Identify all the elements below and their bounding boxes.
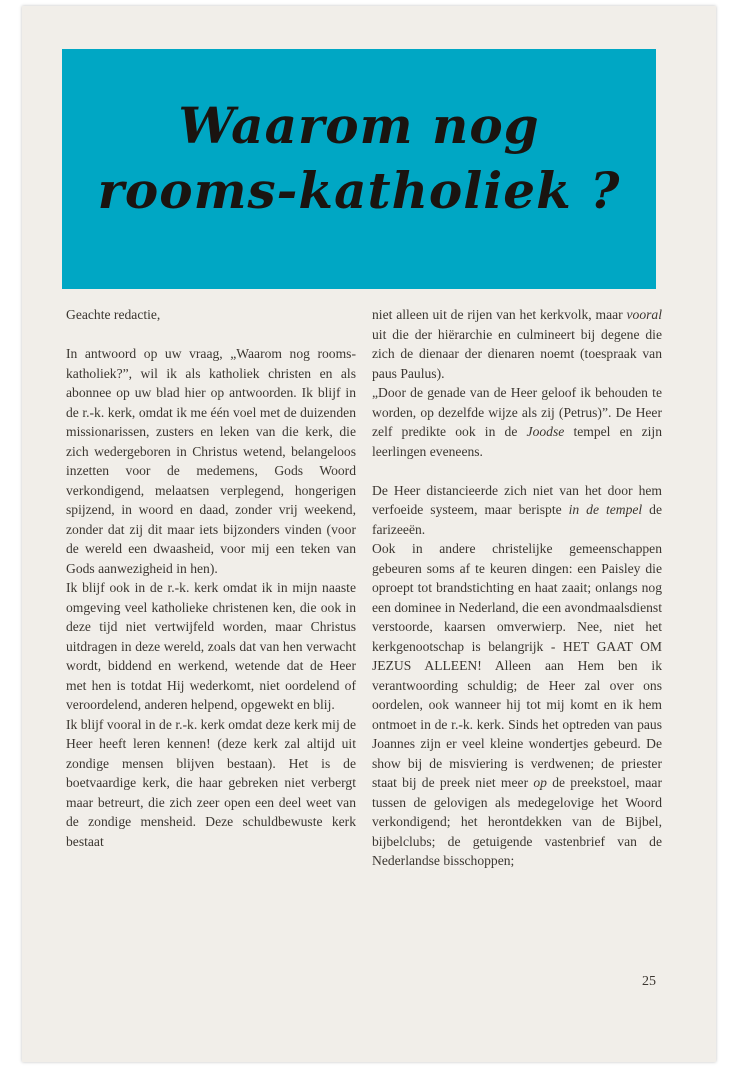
paragraph (372, 305, 662, 383)
text: uit die der hiërarchie en culmineert bij degene die zich de dienaar der dienaren noemt (toespraak van paus Paulus). (372, 326, 662, 381)
paragraph: Ik blijf ook in de r.-k. kerk omdat ik in mijn naaste omgeving veel katholieke christenen ken, die ook in deze tijd niet vertwijfeld worden, maar Christus uitdragen in deze wereld, zoals dat van hen verwacht wordt, biddend en werkend, wetende dat de Heer met hen is totdat Hij wederkomt, niet oordelend of veroordelend, anderen helpend, opgewekt en blij. (66, 580, 356, 712)
emphasis: Joodse (526, 424, 565, 439)
paragraph (372, 539, 662, 871)
emphasis: in de tempel (568, 502, 643, 517)
right-column (372, 305, 662, 871)
text: tempel en zijn leerlingen eveneens. (372, 424, 663, 459)
paragraph (372, 383, 662, 461)
paragraph: In antwoord op uw vraag, „Waarom nog rooms-katholiek?”, wil ik als katholiek christen en als abonnee op uw blad hier op antwoorden. Ik blijf in de r.-k. kerk, omdat ik me één voel met de duizenden missionarissen, zusters en leken van die kerk, die zich wedergeboren in Christus wetend, belangeloos inzetten voor de medemens, Gods Woord verkondigend, melaatsen verplegend, hongerigen spijzend, in woord en daad, zonder vrij weekend, zonder dat zij dit maar iets bijzonders vinden (voor de wereld een dwaasheid, voor mij een teken van Gods aanwezigheid in hen). (66, 346, 356, 576)
text: de farizeeën. (372, 502, 663, 537)
salutation: Geachte redactie, (66, 307, 161, 322)
page-number: 25 (642, 974, 656, 989)
emphasis: op (533, 775, 547, 790)
article-title-line-1: Waarom nog (178, 96, 540, 155)
text: De Heer distancieerde zich niet van het door hem verfoeide systeem, maar berispte (372, 482, 662, 517)
text: de preekstoel, maar tussen de gelovigen als medegelovige het Woord verkondigend; het herontdekken van de Bijbel, bijbelclubs; de getuigende vastenbrief van de Nederlandse bisschoppen; (372, 775, 662, 868)
text: niet alleen uit de rijen van het kerkvolk, maar (372, 307, 627, 322)
article-title-line-2: rooms-katholiek ? (97, 161, 621, 220)
emphasis: vooral (626, 307, 662, 322)
text: Ook in andere christelijke gemeenschappen gebeuren soms af te keuren dingen: een Paisley die oproept tot brandstichting en haat zaait; onlangs nog een dominee in Nederland, die een avondmaalsdienst verstoorde, kaarsen omverwierp. Nee, niet het kerkgenootschap is belangrijk - HET GAAT OM JEZUS ALLEEN! Alleen aan Hem ben ik verantwoording schuldig; de Heer zal over ons oordelen, ook wanneer hij tot mij komt en ik hem ontmoet in de r.-k. kerk. Sinds het optreden van paus Joannes zijn er veel kleine wondertjes gebeurd. De show bij de misviering is verdwenen; de priester staat bij de preek niet meer (372, 541, 662, 790)
text: „Door de genade van de Heer geloof ik behouden te worden, op dezelfde wijze als zij (Petrus)”. De Heer zelf predikte ook in de (372, 385, 662, 439)
paragraph (372, 481, 662, 540)
paragraph: Ik blijf vooral in de r.-k. kerk omdat deze kerk mij de Heer heeft leren kennen! (deze kerk zal altijd uit zondige mensen blijven bestaan). Het is de boetvaardige kerk, die haar gebreken niet verbergt maar betreurt, die zich zeer open een deel weet van de zondige mensheid. Deze schuldbewuste kerk bestaat (66, 716, 356, 849)
left-column (66, 305, 356, 851)
